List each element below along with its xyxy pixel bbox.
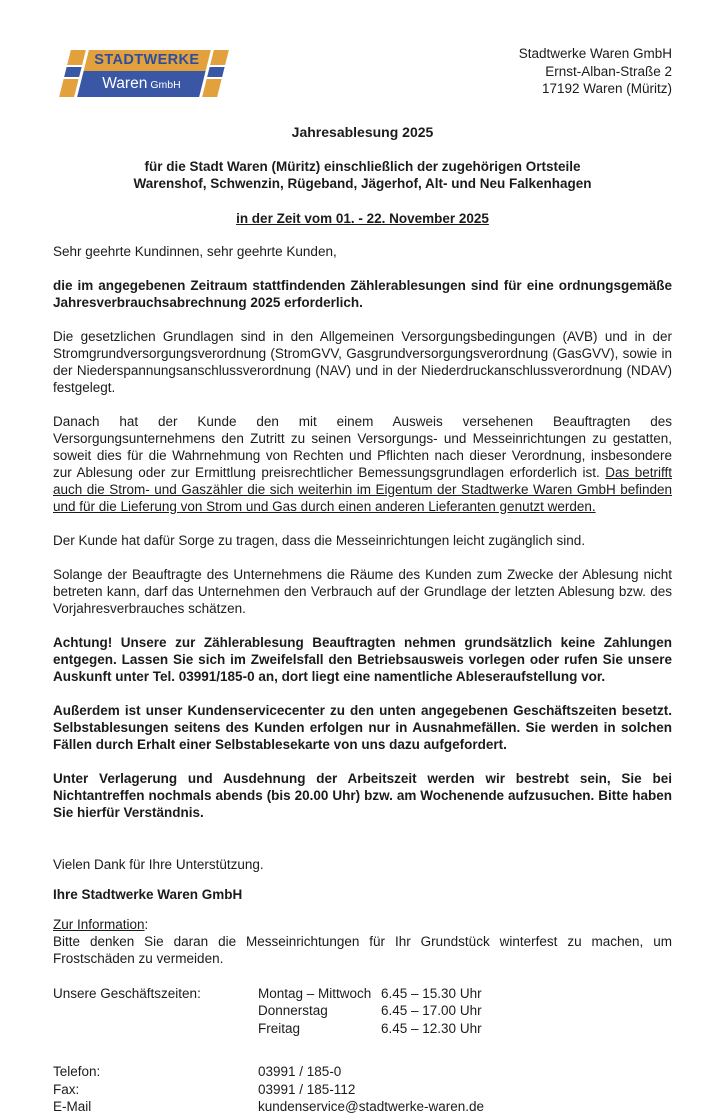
logo-text-waren: Waren GmbH <box>102 74 181 92</box>
info-label: Zur Information <box>53 916 145 932</box>
logo-band-bottom <box>77 71 205 97</box>
paragraph-accessibility: Der Kunde hat dafür Sorge zu tragen, dass die Messeinrichtungen leicht zugänglich sind. <box>53 532 586 548</box>
sender-address-block <box>519 45 672 98</box>
contact-row-fax <box>53 1081 672 1099</box>
paragraph-legal-basis: Die gesetzlichen Grundlagen sind in den Allgemeinen Versorgungsbedingungen (AVB) und in der Stromgrundversorgungsverordnung (StromGVV, Gasgrundversorgungsverordnung (GasGVV), sowie in der Niederspannungsanschlussverordnung (NAV) und in der Niederdruckanschlussverordnung (NDAV) festgelegt. <box>53 328 672 395</box>
paragraph-warning: Achtung! Unsere zur Zählerablesung Beauftragten nehmen grundsätzlich keine Zahlungen entgegen. Lassen Sie sich im Zweifelsfall den Betriebsausweis vorlegen oder rufen Sie unsere Auskunft unter Tel. 03991/185-0 an, dort liegt eine namentliche Ableseraufstellung vor. <box>53 634 672 684</box>
contact-value: 03991 / 185-112 <box>258 1081 356 1097</box>
logo-text-gmbh: GmbH <box>150 78 181 91</box>
address-line-company: Stadtwerke Waren GmbH <box>518 46 672 61</box>
info-heading <box>53 916 672 933</box>
contact-label: E-Mail <box>53 1099 92 1114</box>
hours-time: 6.45 – 17.00 Uhr <box>381 1003 482 1018</box>
contact-block <box>53 1063 672 1116</box>
logo-shape <box>59 50 229 97</box>
paragraph-access-rights <box>53 413 672 515</box>
subtitle-line-1: für die Stadt Waren (Müritz) einschließlich der zugehörigen Ortsteile <box>144 158 581 174</box>
info-colon: : <box>144 916 149 932</box>
paragraph-working-hours: Unter Verlagerung und Ausdehnung der Arbeitszeit werden wir bestrebt sein, Sie bei Nichtantreffen nochmals abends (bis 20.00 Uhr) bzw. am Wochenende aufzusuchen. Bitte haben Sie hierfür Verständnis. <box>53 770 672 820</box>
hours-day: Montag – Mittwoch <box>258 985 372 1001</box>
contact-value: 03991 / 185-0 <box>258 1064 342 1079</box>
paragraph-estimation: Solange der Beauftragte des Unternehmens die Räume des Kunden zum Zwecke der Ablesung nicht betreten kann, darf das Unternehmen den Verbrauch auf der Grundlage der letzten Ablesung bzw. des Vorjahresverbrauches schätzen. <box>53 566 672 616</box>
address-line-city: 17192 Waren (Müritz) <box>541 81 672 96</box>
hours-time: 6.45 – 15.30 Uhr <box>381 985 482 1001</box>
paragraph-purpose: die im angegebenen Zeitraum stattfindenden Zählerablesungen sind für eine ordnungsgemäße Jahresverbrauchsabrechnung 2025 erforderlich. <box>53 277 672 310</box>
paragraph-service-center: Außerdem ist unser Kundenservicecenter zu den unten angegebenen Geschäftszeiten besetzt. Selbstablesungen seitens des Kunden erfolgen nur in Ausnahmefällen. Sie werden in solchen Fällen durch Erhalt einer Selbstablesekarte von uns dazu aufgefordert. <box>53 702 672 752</box>
salutation: Sehr geehrte Kundinnen, sehr geehrte Kunden, <box>53 243 337 259</box>
letter-header <box>53 45 672 98</box>
document-title: Jahresablesung 2025 <box>291 123 434 140</box>
hours-day: Donnerstag <box>258 1003 328 1018</box>
reading-period <box>53 210 672 227</box>
signature-line: Ihre Stadtwerke Waren GmbH <box>53 886 243 902</box>
logo-main <box>77 50 211 97</box>
reading-period-text: in der Zeit vom 01. - 22. November 2025 <box>236 210 489 226</box>
contact-label: Telefon: <box>53 1064 101 1079</box>
logo-band-top <box>84 50 211 71</box>
business-hours-label: Unsere Geschäftszeiten: <box>53 985 201 1001</box>
access-rights-text: Danach hat der Kunde den mit einem Ausweis versehenen Beauftragten des Versorgungsunternehmens den Zutritt zu seinen Versorgungs- und Messeinrichtungen zu gestatten, soweit dies für die Wahrnehmung von Rechten und Pflichten nach dieser Verordnung, insbesondere zur Ablesung oder zur Ermittlung preisrechtlicher Bemessungsgrundlagen erforderlich ist. <box>53 413 672 480</box>
access-rights-underlined: Das betrifft auch die Strom- und Gaszähler die sich weiterhin im Eigentum der Stadtwerke Waren GmbH befinden und für die Lieferung von Strom und Gas durch einen anderen Lieferanten genutzt werden. <box>53 464 673 514</box>
logo-text-stadtwerke: STADTWERKE <box>94 52 200 68</box>
business-hours <box>53 985 672 1038</box>
address-line-street: Ernst-Alban-Straße 2 <box>545 63 672 79</box>
contact-label: Fax: <box>53 1081 80 1097</box>
info-text: Bitte denken Sie daran die Messeinrichtungen für Ihr Grundstück winterfest zu machen, um Frostschäden zu vermeiden. <box>53 933 672 966</box>
thanks-line: Vielen Dank für Ihre Unterstützung. <box>53 856 264 872</box>
stadtwerke-logo <box>65 50 223 97</box>
contact-value: kundenservice@stadtwerke-waren.de <box>258 1099 485 1114</box>
contact-row-email <box>53 1098 672 1116</box>
contact-row-phone <box>53 1063 672 1081</box>
subtitle-line-2: Warenshof, Schwenzin, Rügeband, Jägerhof, Alt- und Neu Falkenhagen <box>133 176 592 191</box>
business-hours-times <box>381 985 482 1038</box>
document-subtitle <box>53 158 672 193</box>
business-hours-days <box>258 985 381 1038</box>
hours-time: 6.45 – 12.30 Uhr <box>381 1020 482 1036</box>
hours-day: Freitag <box>258 1020 301 1036</box>
